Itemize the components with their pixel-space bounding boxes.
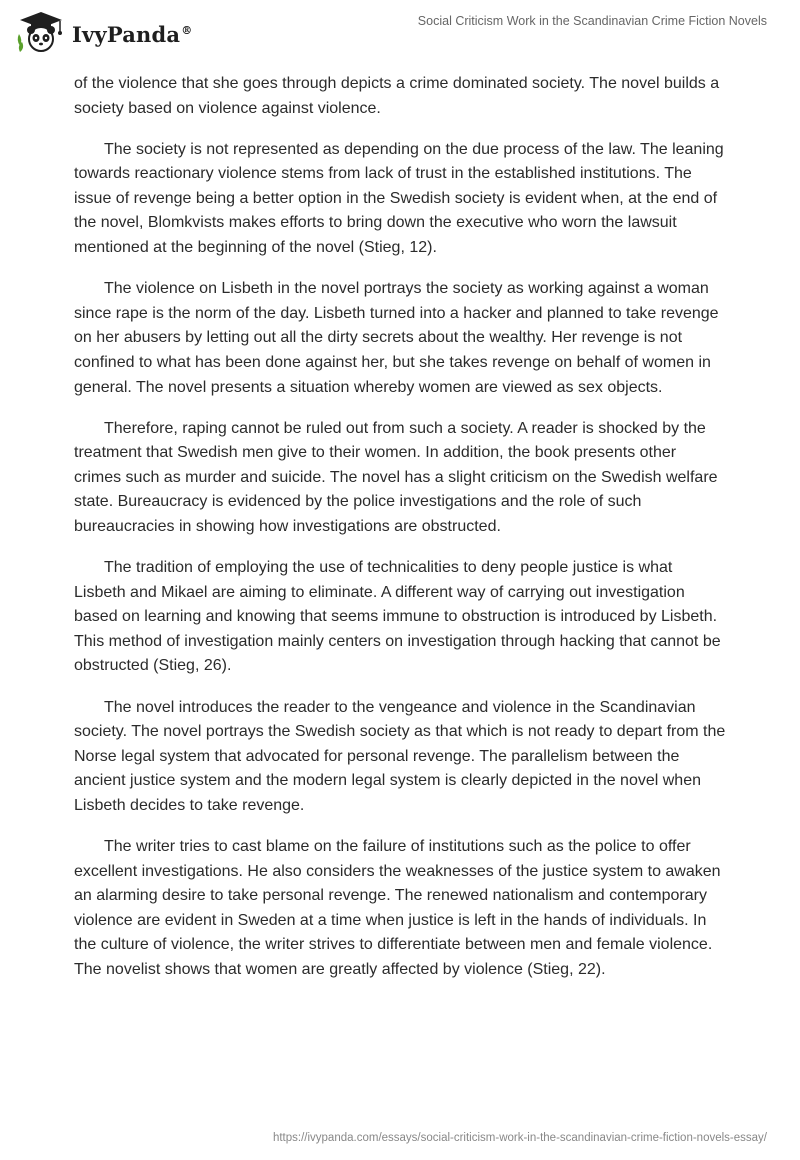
- paragraph: The writer tries to cast blame on the failure of institutions such as the police to offer excellent investigations. He also considers the weaknesses of the justice system to awaken an alarming desire to take personal revenge. The renewed nationalism and contemporary violence are evident in Sweden at a time when justice is left in the hands of individuals. In the culture of violence, the writer strives to differentiate between men and female violence. The novelist shows that women are greatly affected by violence (Stieg, 22).: [74, 838, 721, 978]
- ivypanda-logo[interactable]: [14, 12, 192, 56]
- logo-wordmark: IvyPanda®: [72, 21, 193, 47]
- paragraph-continuation: of the violence that she goes through depicts a crime dominated society. The novel builds a society based on violence against violence.: [74, 75, 720, 117]
- panda-graduate-logo-icon: [14, 10, 68, 59]
- registered-mark: ®: [181, 23, 193, 37]
- paragraph: The tradition of employing the use of technicalities to deny people justice is what Lisbeth and Mikael are aiming to eliminate. A different way of carrying out investigation based on learning and knowing that seems immune to obstruction is introduced by Lisbeth. This method of investigation mainly centers on investigation through hacking that cannot be obstructed (Stieg, 26).: [74, 559, 721, 675]
- source-url-link[interactable]: https://ivypanda.com/essays/social-criticism-work-in-the-scandinavian-crime-fiction-novels-essay/: [272, 1132, 767, 1144]
- paragraph: Therefore, raping cannot be ruled out from such a society. A reader is shocked by the treatment that Swedish men give to their women. In addition, the book presents other crimes such as murder and suicide. The novel has a slight criticism on the Swedish welfare state. Bureaucracy is evidenced by the police investigations and the role of such bureaucracies in showing how investigations are obstructed.: [74, 419, 718, 535]
- paragraph: The violence on Lisbeth in the novel portrays the society as working against a woman since rape is the norm of the day. Lisbeth turned into a hacker and planned to take revenge on her abusers by letting out all the dirty secrets about the wealthy. Her revenge is not confined to what has been done against her, but she takes revenge on behalf of women in general. The novel presents a situation whereby women are viewed as sex objects.: [74, 280, 719, 396]
- paragraph: The society is not represented as depending on the due process of the law. The leaning towards reactionary violence stems from lack of trust in the established institutions. The issue of revenge being a better option in the Swedish society is evident when, at the end of the novel, Blomkvists makes efforts to bring down the executive who worn the lawsuit mentioned at the beginning of the novel (Stieg, 12).: [74, 140, 724, 257]
- paragraph: The novel introduces the reader to the vengeance and violence in the Scandinavian society. The novel portrays the Swedish society as that which is not ready to depart from the Norse legal system that advocated for personal revenge. The parallelism between the ancient justice system and the modern legal system is clearly depicted in the novel when Lisbeth decides to take revenge.: [74, 698, 726, 814]
- document-title: Social Criticism Work in the Scandinavian Crime Fiction Novels: [417, 14, 767, 28]
- page-header: [0, 0, 800, 70]
- essay-body: [74, 72, 726, 999]
